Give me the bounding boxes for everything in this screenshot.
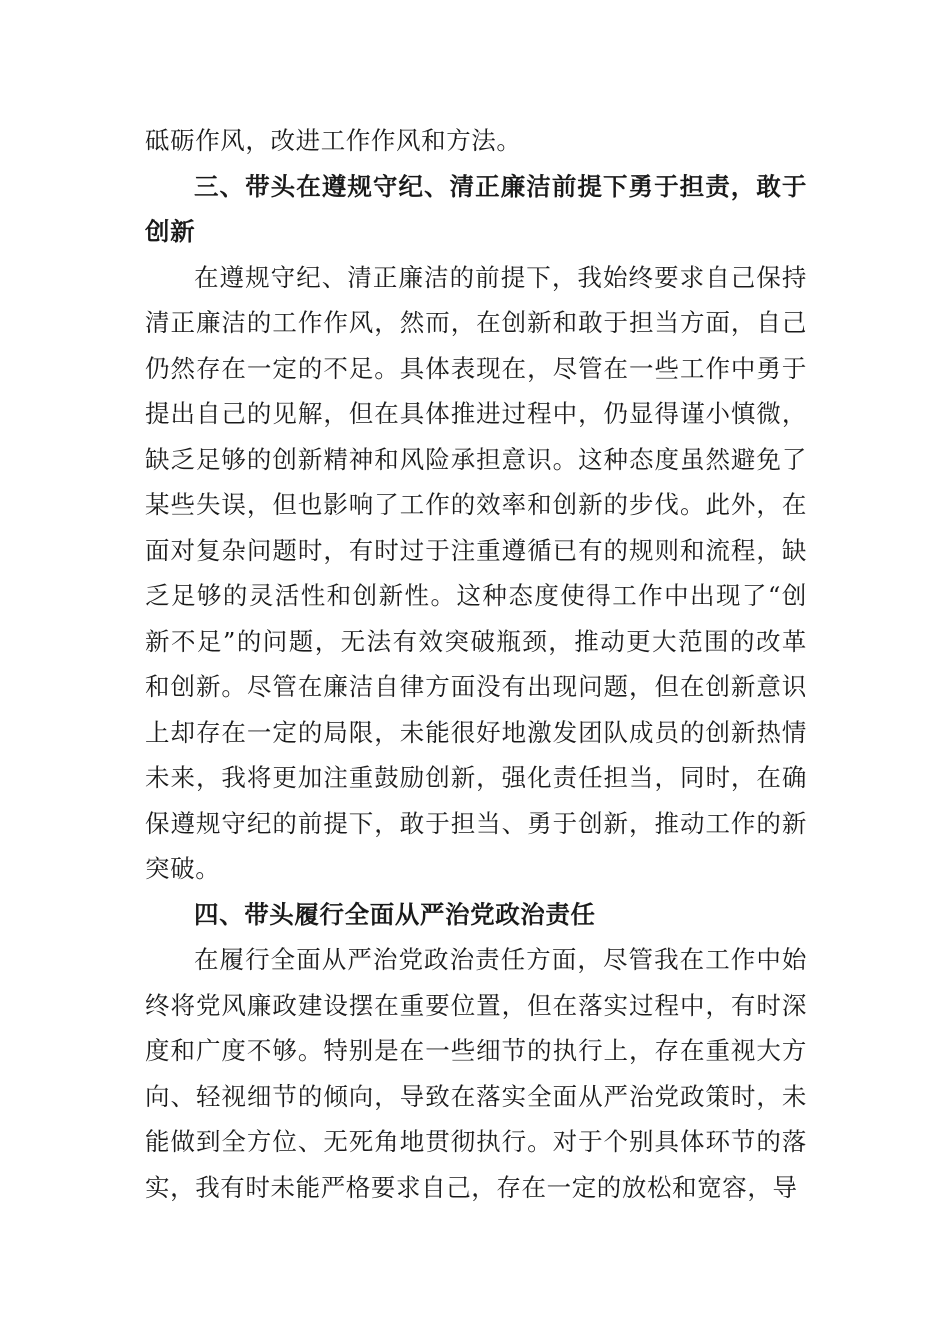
section-4-paragraph: 在履行全面从严治党政治责任方面，尽管我在工作中始终将党风廉政建设摆在重要位置，但在落实过程中，有时深度和广度不够。特别是在一些细节的执行上，存在重视大方向、轻视细节的倾向，导致在落实全面从严治党政策时，未能做到全方位、无死角地贯彻执行。对于个别具体环节的落实，我有时未能严格要求自己，存在一定的放松和宽容，导 xyxy=(145,945,807,1202)
section-4-heading: 四、带头履行全面从严治党政治责任 xyxy=(194,899,596,929)
section-3-heading: 三、带头在遵规守纪、清正廉洁前提下勇于担责，敢于创新 xyxy=(145,171,807,246)
intro-paragraph-tail: 砥砺作风，改进工作作风和方法。 xyxy=(145,126,522,155)
section-3-paragraph: 在遵规守纪、清正廉洁的前提下，我始终要求自己保持清正廉洁的工作作风，然而，在创新和敢于担当方面，自己仍然存在一定的不足。具体表现在，尽管在一些工作中勇于提出自己的见解，但在具体推进过程中，仍显得谨小慎微，缺乏足够的创新精神和风险承担意识。这种态度虽然避免了某些失误，但也影响了工作的效率和创新的步伐。此外，在面对复杂问题时，有时过于注重遵循已有的规则和流程，缺乏足够的灵活性和创新性。这种态度使得工作中出现了“创新不足”的问题，无法有效突破瓶颈，推动更大范围的改革和创新。尽管在廉洁自律方面没有出现问题，但在创新意识上却存在一定的局限，未能很好地激发团队成员的创新热情未来，我将更加注重鼓励创新，强化责任担当，同时，在确保遵规守纪的前提下，敢于担当、勇于创新，推动工作的新突破。 xyxy=(145,262,807,883)
document-body xyxy=(145,118,807,1210)
